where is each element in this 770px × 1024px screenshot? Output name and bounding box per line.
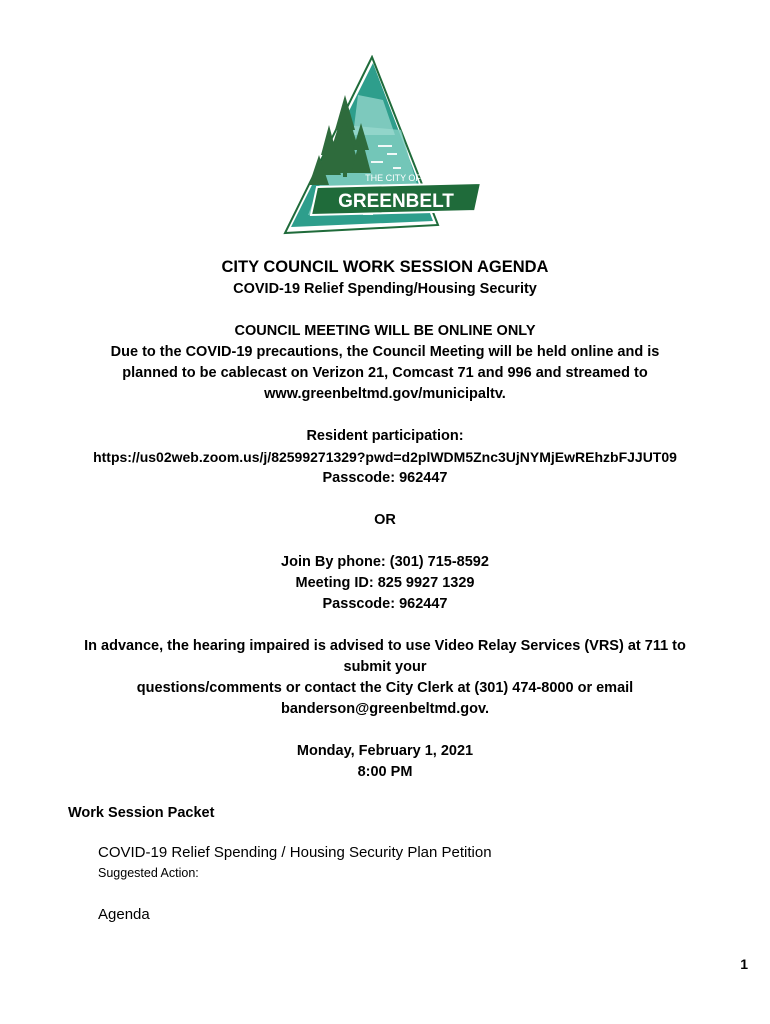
packet-heading: Work Session Packet bbox=[68, 805, 215, 821]
phone-number: Join By phone: (301) 715-8592 bbox=[281, 554, 489, 570]
meeting-id: Meeting ID: 825 9927 1329 bbox=[295, 575, 475, 591]
or-separator: OR bbox=[374, 512, 396, 528]
packet-agenda-item[interactable]: Agenda bbox=[98, 906, 150, 923]
accessibility-line-3: questions/comments or contact the City Clerk at (301) 474-8000 or email bbox=[136, 680, 634, 696]
zoom-passcode: Passcode: 962447 bbox=[322, 470, 448, 486]
greenbelt-city-logo bbox=[283, 55, 483, 235]
page-number: 1 bbox=[740, 956, 748, 972]
meeting-date: Monday, February 1, 2021 bbox=[296, 743, 474, 759]
phone-passcode: Passcode: 962447 bbox=[322, 596, 448, 612]
page-title: CITY COUNCIL WORK SESSION AGENDA bbox=[221, 258, 549, 276]
page-subtitle: COVID-19 Relief Spending/Housing Security bbox=[233, 281, 537, 297]
zoom-link[interactable]: https://us02web.zoom.us/j/82599271329?pwd=d2plWDM5Znc3UjNYMjEwREhzbFJJUT09 bbox=[93, 449, 677, 465]
notice-heading: COUNCIL MEETING WILL BE ONLINE ONLY bbox=[234, 323, 536, 339]
svg-text:THE CITY OF: THE CITY OF bbox=[365, 173, 421, 183]
meeting-time: 8:00 PM bbox=[357, 764, 413, 780]
participation-heading: Resident participation: bbox=[306, 428, 464, 444]
svg-text:GREENBELT: GREENBELT bbox=[338, 191, 454, 212]
notice-line-2: planned to be cablecast on Verizon 21, Comcast 71 and 996 and streamed to bbox=[122, 365, 648, 381]
accessibility-line-1: In advance, the hearing impaired is advised to use Video Relay Services (VRS) at 711 to bbox=[84, 638, 686, 654]
suggested-action-label: Suggested Action: bbox=[98, 866, 199, 880]
accessibility-line-2: submit your bbox=[343, 659, 427, 675]
notice-line-1: Due to the COVID-19 precautions, the Council Meeting will be held online and is bbox=[110, 344, 660, 360]
notice-line-3[interactable]: www.greenbeltmd.gov/municipaltv. bbox=[264, 386, 506, 402]
packet-item-title[interactable]: COVID-19 Relief Spending / Housing Security Plan Petition bbox=[98, 844, 492, 861]
clerk-email[interactable]: banderson@greenbeltmd.gov. bbox=[280, 701, 490, 717]
